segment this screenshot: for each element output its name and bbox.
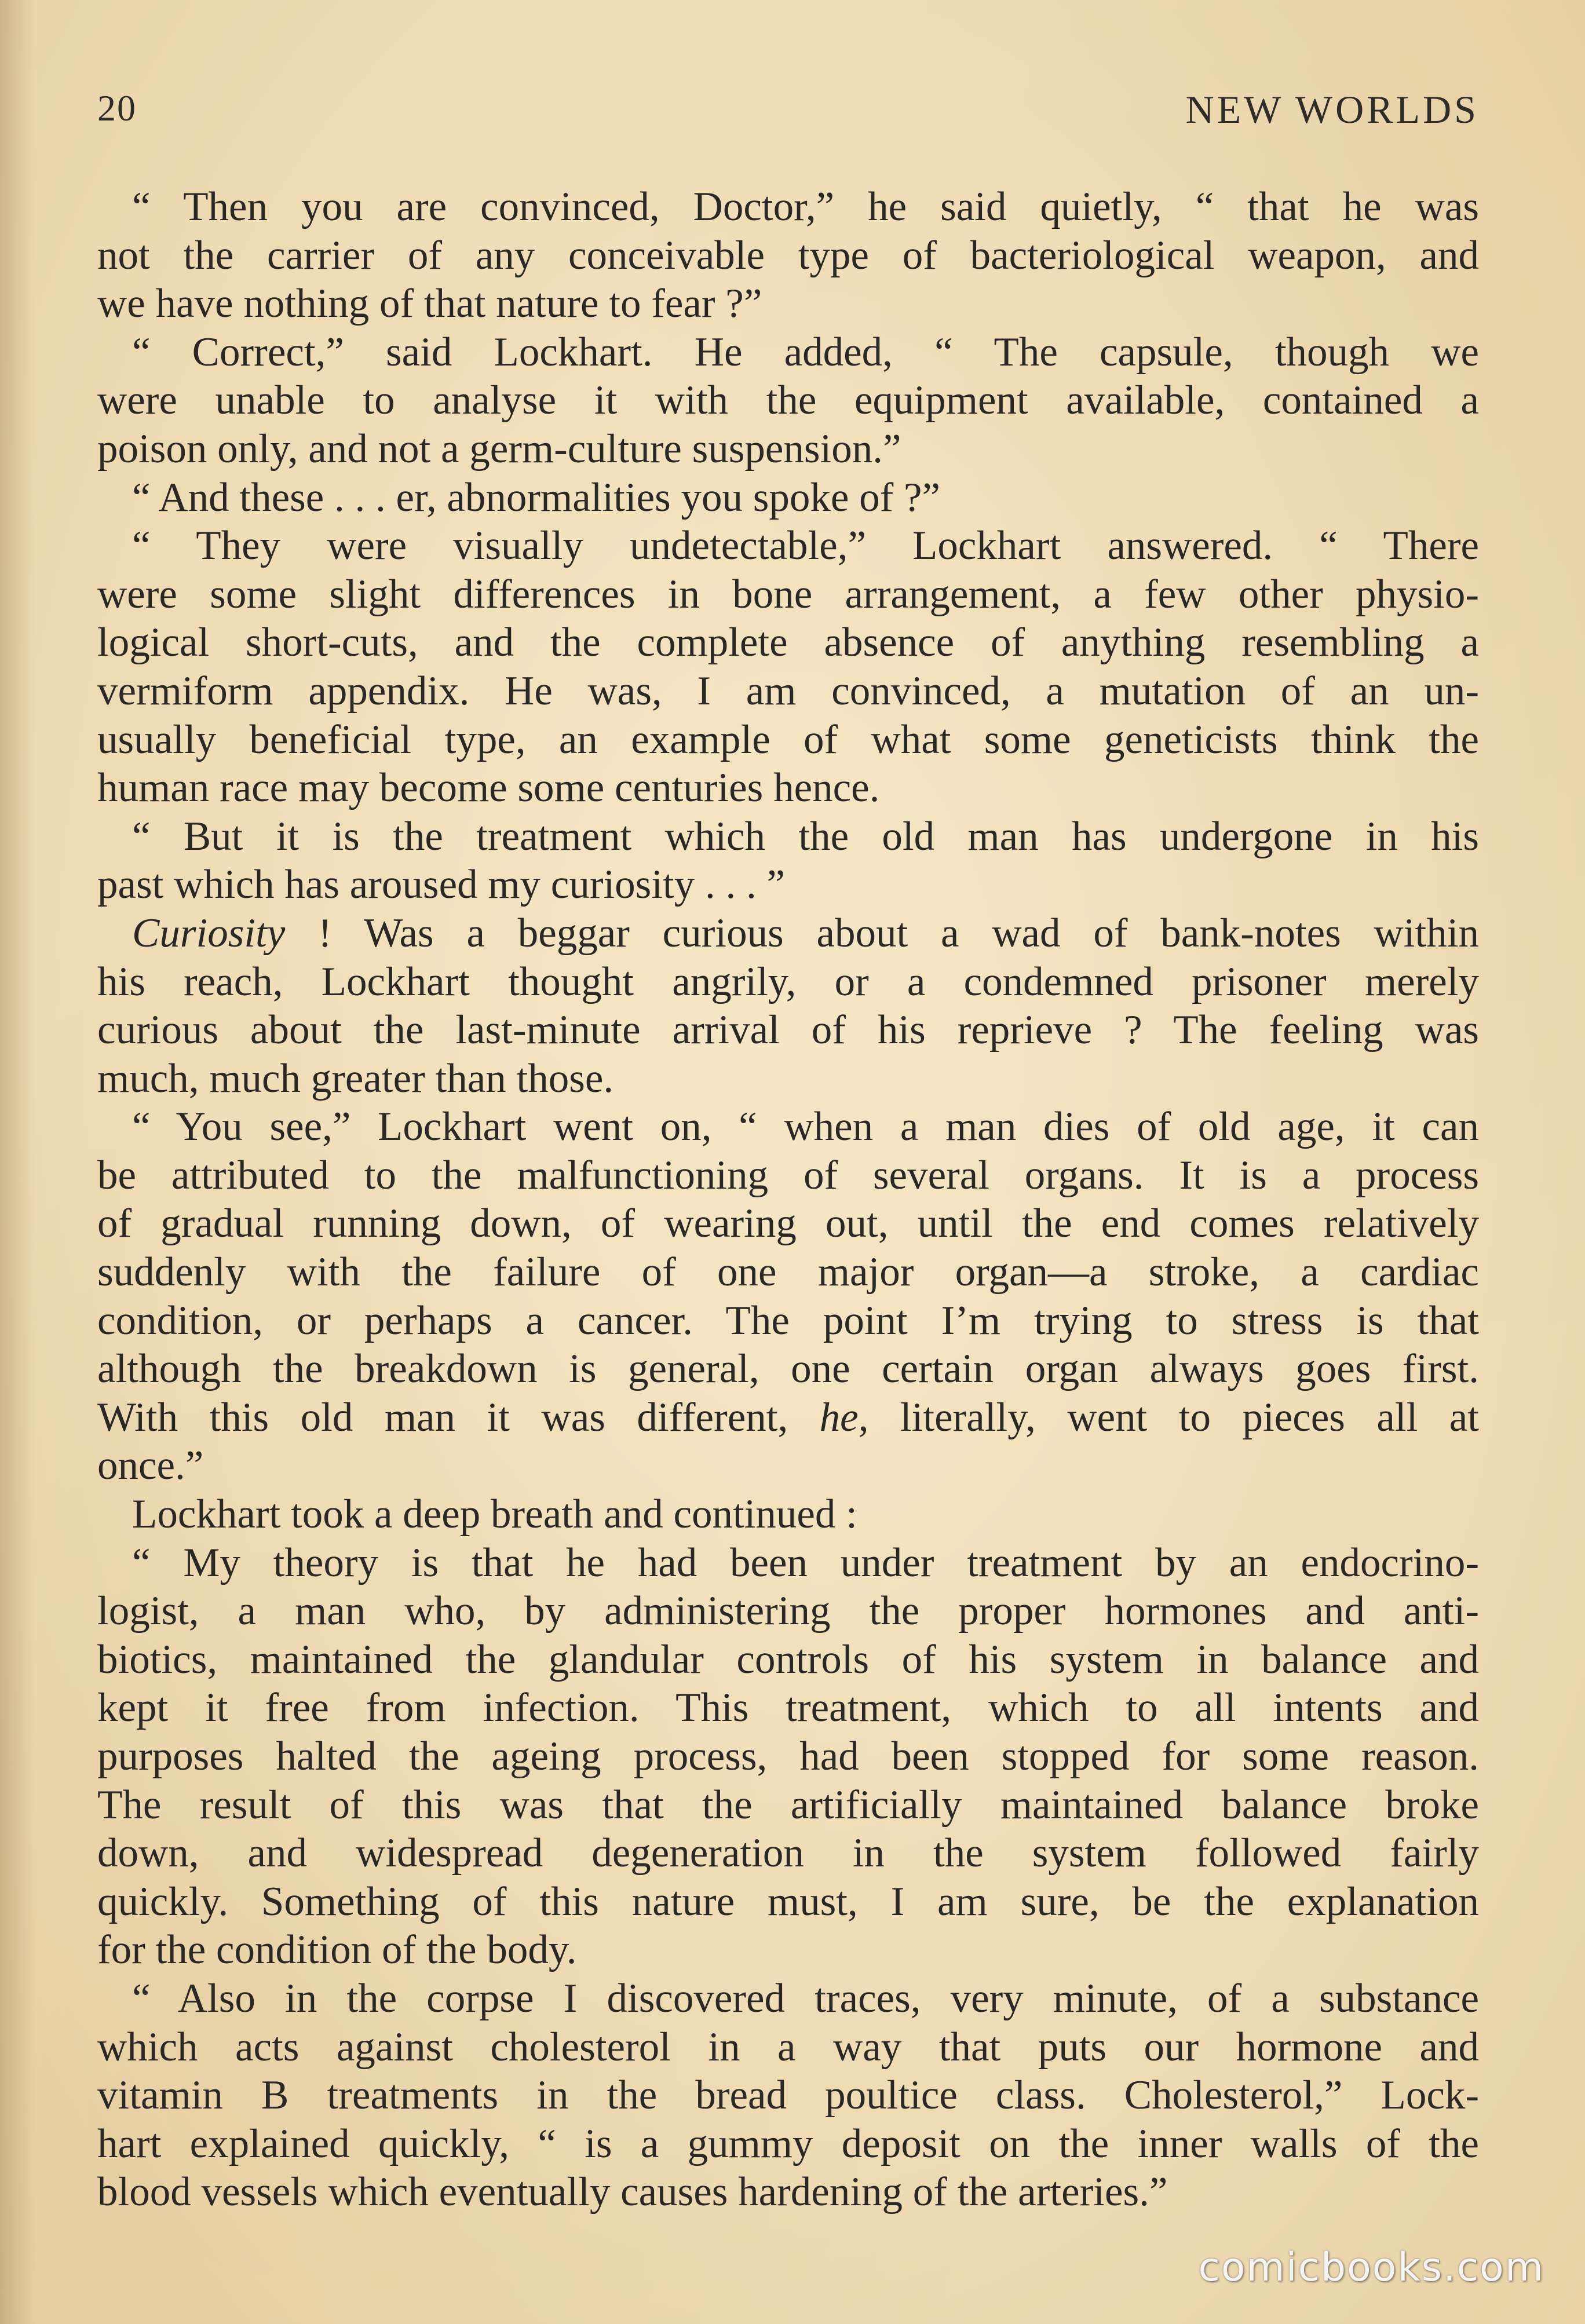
line-text: “ Correct,” said Lockhart. He added, “ The capsule, though we — [132, 329, 1479, 375]
text-line — [97, 474, 1479, 522]
text-line — [97, 2071, 1479, 2120]
text-line — [97, 1539, 1479, 1588]
line-text: “ You see,” Lockhart went on, “ when a man dies of old age, it can — [132, 1104, 1479, 1150]
line-text: of gradual running down, of wearing out, until the end comes relatively — [97, 1201, 1479, 1247]
text-line — [97, 1733, 1479, 1781]
text-line — [97, 1442, 1479, 1490]
line-text: were unable to analyse it with the equipment available, contained a — [97, 378, 1479, 423]
text-line — [97, 2168, 1479, 2217]
line-text: we have nothing of that nature to fear ?” — [97, 281, 762, 327]
line-text: “ My theory is that he had been under treatment by an endocrino- — [132, 1540, 1479, 1585]
text-line — [97, 2023, 1479, 2072]
line-text: purposes halted the ageing process, had been stopped for some reason. — [97, 1734, 1479, 1779]
text-line — [97, 1055, 1479, 1103]
text-line — [97, 1006, 1479, 1055]
line-text: curious about the last-minute arrival of his reprieve ? The feeling was — [97, 1007, 1479, 1053]
text-line — [97, 522, 1479, 571]
line-text: past which has aroused my curiosity . . . ” — [97, 862, 786, 908]
line-text: usually beneficial type, an example of what some geneticists think the — [97, 717, 1479, 762]
line-text: human race may become some centuries hence. — [97, 765, 880, 811]
line-text: hart explained quickly, “ is a gummy deposit on the inner walls of the — [97, 2121, 1479, 2166]
body-text — [97, 183, 1479, 2217]
line-text: “ And these . . . er, abnormalities you spoke of ?” — [132, 474, 941, 520]
text-line — [97, 716, 1479, 765]
text-line — [97, 1297, 1479, 1346]
text-line — [97, 1926, 1479, 1975]
text-line — [97, 1829, 1479, 1878]
text-line — [97, 1636, 1479, 1684]
text-line — [97, 909, 1479, 958]
text-line — [97, 667, 1479, 716]
line-text: ! Was a beggar curious about a wad of bank-notes within — [285, 910, 1479, 956]
line-text: condition, or perhaps a cancer. The point I’m trying to stress is that — [97, 1298, 1479, 1343]
page-number: 20 — [97, 87, 137, 129]
running-head: NEW WORLDS — [1185, 87, 1479, 131]
line-text: “ Then you are convinced, Doctor,” he said quietly, “ that he was — [132, 184, 1479, 229]
line-text: biotics, maintained the glandular controls of his system in balance and — [97, 1636, 1479, 1682]
line-text: “ But it is the treatment which the old man has undergone in his — [132, 813, 1479, 859]
text-line — [97, 1587, 1479, 1636]
text-line — [97, 861, 1479, 909]
text-line — [97, 1248, 1479, 1297]
text-line — [97, 2120, 1479, 2169]
line-text: quickly. Something of this nature must, I am sure, be the explanation — [97, 1879, 1479, 1924]
line-text: Lockhart took a deep breath and continued : — [132, 1492, 857, 1537]
text-line — [97, 958, 1479, 1007]
line-text: down, and widespread degeneration in the system followed fairly — [97, 1830, 1479, 1876]
text-line — [97, 377, 1479, 425]
italic-text: Curiosity — [132, 910, 286, 956]
text-line — [97, 1152, 1479, 1200]
line-text: his reach, Lockhart thought angrily, or a condemned prisoner merely — [97, 959, 1479, 1004]
text-line — [97, 232, 1479, 280]
line-text: “ Also in the corpse I discovered traces, very minute, of a substance — [132, 1975, 1479, 2021]
text-line — [97, 328, 1479, 377]
text-line — [97, 1394, 1479, 1442]
text-line — [97, 619, 1479, 667]
text-line — [97, 1345, 1479, 1394]
line-text: The result of this was that the artificially maintained balance broke — [97, 1782, 1479, 1828]
line-text: once.” — [97, 1443, 204, 1489]
line-text: were some slight differences in bone arrangement, a few other physio- — [97, 571, 1479, 617]
line-text: vitamin B treatments in the bread poultice class. Cholesterol,” Lock- — [97, 2073, 1479, 2118]
line-text: , literally, went to pieces all at — [858, 1394, 1480, 1440]
text-line — [97, 813, 1479, 861]
line-text: not the carrier of any conceivable type of bacteriological weapon, and — [97, 232, 1479, 278]
line-text: vermiform appendix. He was, I am convinced, a mutation of an un- — [97, 668, 1479, 714]
line-text: suddenly with the failure of one major organ—a stroke, a cardiac — [97, 1249, 1479, 1295]
watermark-logo: comicbooks.com — [1198, 2245, 1544, 2290]
text-line — [97, 1684, 1479, 1733]
text-line — [97, 1103, 1479, 1152]
line-text: logist, a man who, by administering the proper hormones and anti- — [97, 1588, 1479, 1634]
text-line — [97, 1878, 1479, 1927]
line-text: which acts against cholesterol in a way that puts our hormone and — [97, 2024, 1479, 2070]
text-line — [97, 571, 1479, 619]
text-line — [97, 1781, 1479, 1830]
line-text: be attributed to the malfunctioning of several organs. It is a process — [97, 1152, 1479, 1198]
text-line — [97, 183, 1479, 232]
line-text: blood vessels which eventually causes hardening of the arteries.” — [97, 2169, 1168, 2215]
text-line — [97, 425, 1479, 474]
line-text: poison only, and not a germ-culture suspension.” — [97, 426, 901, 472]
line-text: With this old man it was different, — [97, 1394, 820, 1440]
line-text: although the breakdown is general, one certain organ always goes first. — [97, 1346, 1479, 1392]
line-text: logical short-cuts, and the complete absence of anything resembling a — [97, 620, 1479, 666]
line-text: kept it free from infection. This treatment, which to all intents and — [97, 1685, 1479, 1731]
text-line — [97, 1490, 1479, 1539]
page-edge-shadow — [0, 0, 35, 2324]
text-line — [97, 280, 1479, 328]
line-text: for the condition of the body. — [97, 1927, 577, 1973]
text-line — [97, 764, 1479, 813]
line-text: much, much greater than those. — [97, 1055, 614, 1101]
line-text: “ They were visually undetectable,” Lockhart answered. “ There — [132, 523, 1479, 569]
page-header — [97, 87, 1479, 139]
text-line — [97, 1200, 1479, 1248]
text-line — [97, 1975, 1479, 2023]
italic-text: he — [819, 1394, 859, 1440]
